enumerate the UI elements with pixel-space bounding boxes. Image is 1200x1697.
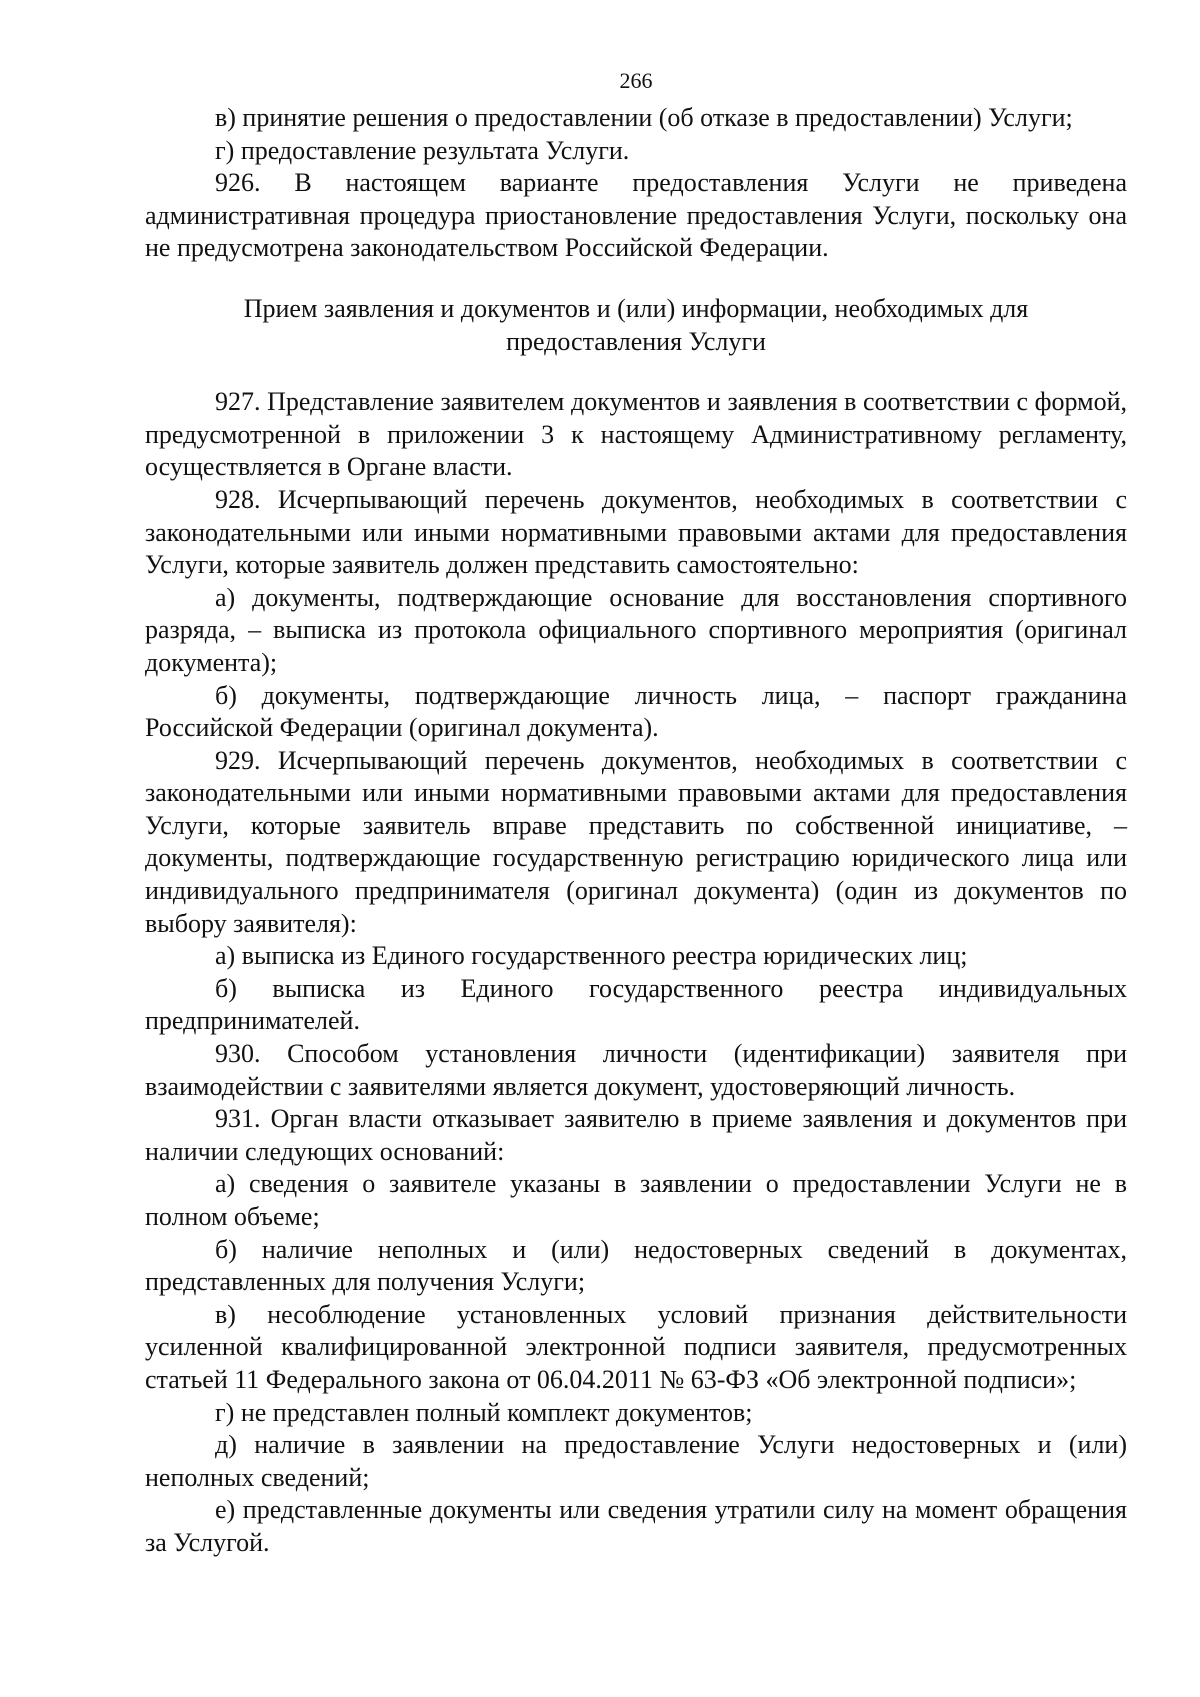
paragraph-931: 931. Орган власти отказывает заявителю в приеме заявления и документов при наличии следующих оснований: [145, 1104, 1127, 1166]
paragraph-929: 929. Исчерпывающий перечень документов, необходимых в соответствии с законодательными или иными нормативными правовыми актами для предоставления Услуги, которые заявитель вправе представить по собственной инициативе, – документы, подтверждающие государственную регистрацию юридического лица или индивидуального предпринимателя (оригинал документа) (один из документов по выбору заявителя): [145, 745, 1127, 938]
paragraph-928-a: а) документы, подтверждающие основание для восстановления спортивного разряда, – выписка из протокола официального спортивного мероприятия (оригинал документа); [145, 582, 1127, 677]
page-number: 266 [619, 68, 653, 93]
paragraph-931-a: а) сведения о заявителе указаны в заявлении о предоставлении Услуги не в полном объеме; [145, 1169, 1127, 1231]
paragraph-931-b: б) наличие неполных и (или) недостоверных сведений в документах, представленных для получения Услуги; [145, 1234, 1127, 1297]
paragraph-926: 926. В настоящем варианте предоставления Услуги не приведена административная процедура приостановление предоставления Услуги, поскольку она не предусмотрена законодательством Российской Федерации. [145, 168, 1127, 263]
paragraph-929-a: а) выписка из Единого государственного реестра юридических лиц; [215, 941, 968, 971]
paragraph-929-b: б) выписка из Единого государственного реестра индивидуальных предпринимателей. [145, 973, 1127, 1036]
paragraph-931-g: г) не представлен полный комплект документов; [215, 1397, 753, 1427]
paragraph-927: 927. Представление заявителем документов и заявления в соответствии с формой, предусмотренной в приложении 3 к настоящему Административному регламенту, осуществляется в Органе власти. [145, 387, 1127, 482]
paragraph-item-g: г) предоставление результата Услуги. [215, 135, 630, 165]
paragraph-930: 930. Способом установления личности (идентификации) заявителя при взаимодействии с заявителями является документ, удостоверяющий личность. [145, 1039, 1127, 1101]
paragraph-item-v: в) принятие решения о предоставлении (об отказе в предоставлении) Услуги; [215, 103, 1073, 132]
section-heading [145, 293, 1127, 358]
paragraph-931-d: д) наличие в заявлении на предоставление Услуги недостоверных и (или) неполных сведений; [145, 1430, 1127, 1492]
paragraph-928-b: б) документы, подтверждающие личность лица, – паспорт гражданина Российской Федерации (оригинал документа). [145, 680, 1127, 743]
paragraph-931-e: е) представленные документы или сведения утратили силу на момент обращения за Услугой. [145, 1495, 1127, 1557]
document-page [145, 68, 1127, 1560]
section-heading-line-2: предоставления Услуги [506, 326, 766, 356]
paragraph-928: 928. Исчерпывающий перечень документов, необходимых в соответствии с законодательными или иными нормативными правовыми актами для предоставления Услуги, которые заявитель должен представить самостоятельно: [145, 484, 1127, 580]
section-heading-line-1: Прием заявления и документов и (или) информации, необходимых для [243, 293, 1029, 323]
paragraph-931-v: в) несоблюдение установленных условий признания действительности усиленной квалифицированной электронной подписи заявителя, предусмотренных статьей 11 Федерального закона от 06.04.2011 № 63-ФЗ «Об электронной подписи»; [145, 1299, 1127, 1394]
